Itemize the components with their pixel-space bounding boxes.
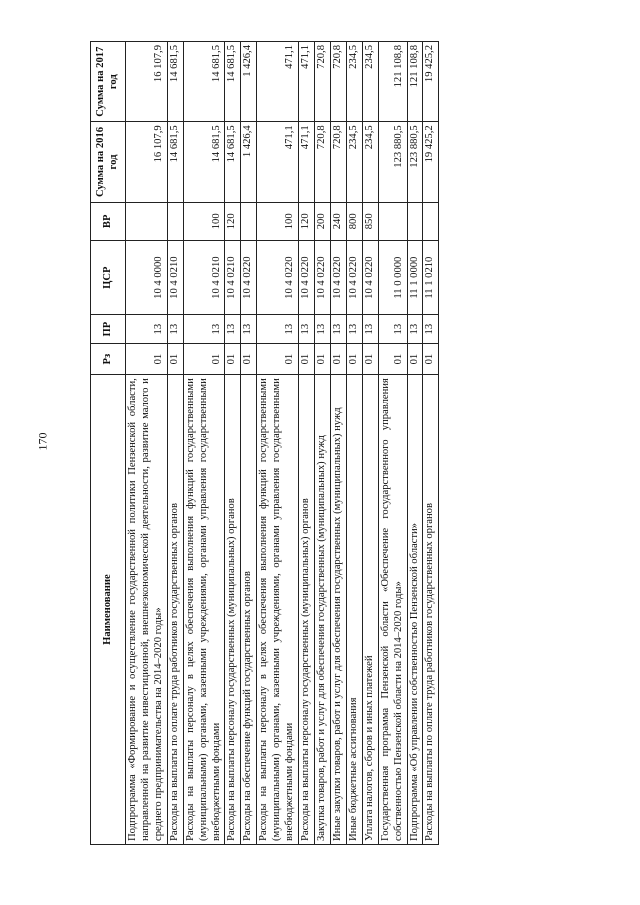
- cell-rz: 01: [314, 344, 330, 375]
- cell-vr: [423, 202, 439, 240]
- cell-sum-2016: 123 880,5: [378, 122, 407, 202]
- cell-sum-2017: 720,8: [314, 42, 330, 122]
- cell-sum-2016: 720,8: [330, 122, 346, 202]
- cell-vr: 100: [257, 202, 299, 240]
- cell-rz: 01: [225, 344, 241, 375]
- cell-csr: 10 4 0210: [225, 240, 241, 314]
- cell-vr: [241, 202, 257, 240]
- cell-vr: 240: [330, 202, 346, 240]
- cell-vr: 200: [314, 202, 330, 240]
- cell-pr: 13: [314, 315, 330, 344]
- cell-vr: 100: [183, 202, 225, 240]
- cell-name: Государственная программа Пензенской области «Обеспечение государственного управления собственностью Пензенской области на 2014–2020 годы»: [378, 375, 407, 845]
- cell-csr: 10 4 0220: [330, 240, 346, 314]
- cell-name: Расходы на обеспечение функций государственных органов: [241, 375, 257, 845]
- cell-sum-2017: 121 108,8: [378, 42, 407, 122]
- header-vr: ВР: [91, 202, 126, 240]
- cell-rz: 01: [330, 344, 346, 375]
- cell-rz: 01: [378, 344, 407, 375]
- cell-sum-2016: 14 681,5: [225, 122, 241, 202]
- header-sum-2016: Сумма на 2016 год: [91, 122, 126, 202]
- cell-sum-2017: 234,5: [362, 42, 378, 122]
- cell-sum-2016: 234,5: [362, 122, 378, 202]
- header-rz: Рз: [91, 344, 126, 375]
- table-row: [299, 42, 315, 845]
- cell-csr: 11 0 0000: [378, 240, 407, 314]
- header-pr: ПР: [91, 315, 126, 344]
- cell-vr: [407, 202, 423, 240]
- cell-sum-2016: 234,5: [346, 122, 362, 202]
- cell-sum-2016: 123 880,5: [407, 122, 423, 202]
- cell-pr: 13: [167, 315, 183, 344]
- cell-csr: 10 4 0220: [314, 240, 330, 314]
- cell-rz: 01: [407, 344, 423, 375]
- cell-csr: 11 1 0210: [423, 240, 439, 314]
- table-row: [183, 42, 225, 845]
- cell-csr: 10 4 0220: [241, 240, 257, 314]
- header-name: Наименование: [91, 375, 126, 845]
- table-header-row: [91, 42, 126, 845]
- cell-sum-2017: 1 426,4: [241, 42, 257, 122]
- cell-rz: 01: [167, 344, 183, 375]
- table-row: [225, 42, 241, 845]
- cell-sum-2016: 19 425,2: [423, 122, 439, 202]
- cell-vr: 120: [225, 202, 241, 240]
- budget-table: [90, 41, 439, 845]
- cell-pr: 13: [126, 315, 168, 344]
- cell-rz: 01: [241, 344, 257, 375]
- cell-name: Иные бюджетные ассигнования: [346, 375, 362, 845]
- cell-vr: 850: [362, 202, 378, 240]
- cell-rz: 01: [183, 344, 225, 375]
- cell-rz: 01: [126, 344, 168, 375]
- cell-sum-2017: 16 107,9: [126, 42, 168, 122]
- cell-pr: 13: [241, 315, 257, 344]
- cell-name: Подпрограмма «Формирование и осуществление государственной политики Пензенской области, направленной на развитие инвестиционной, внешнеэкономической деятельности, развитие малого и среднего предпринимательства на 2014–2020 годы»: [126, 375, 168, 845]
- cell-vr: [378, 202, 407, 240]
- cell-name: Расходы на выплаты персоналу государственных (муниципальных) органов: [225, 375, 241, 845]
- header-csr: ЦСР: [91, 240, 126, 314]
- cell-sum-2017: 14 681,5: [167, 42, 183, 122]
- cell-sum-2016: 14 681,5: [183, 122, 225, 202]
- cell-csr: 10 4 0000: [126, 240, 168, 314]
- table-row: [378, 42, 407, 845]
- cell-sum-2016: 471,1: [257, 122, 299, 202]
- cell-sum-2017: 234,5: [346, 42, 362, 122]
- cell-rz: 01: [423, 344, 439, 375]
- table-row: [330, 42, 346, 845]
- cell-rz: 01: [362, 344, 378, 375]
- table-row: [346, 42, 362, 845]
- cell-pr: 13: [225, 315, 241, 344]
- cell-name: Подпрограмма «Об управлении собственностью Пензенской области»: [407, 375, 423, 845]
- cell-csr: 10 4 0220: [257, 240, 299, 314]
- cell-rz: 01: [299, 344, 315, 375]
- cell-sum-2016: 720,8: [314, 122, 330, 202]
- cell-pr: 13: [378, 315, 407, 344]
- cell-vr: [126, 202, 168, 240]
- cell-pr: 13: [362, 315, 378, 344]
- cell-pr: 13: [183, 315, 225, 344]
- cell-csr: 11 1 0000: [407, 240, 423, 314]
- cell-name: Расходы на выплаты персоналу государственных (муниципальных) органов: [299, 375, 315, 845]
- cell-pr: 13: [257, 315, 299, 344]
- cell-name: Иные закупки товаров, работ и услуг для обеспечения государственных (муниципальных) нужд: [330, 375, 346, 845]
- header-sum-2017: Сумма на 2017 год: [91, 42, 126, 122]
- cell-sum-2017: 14 681,5: [225, 42, 241, 122]
- cell-sum-2016: 14 681,5: [167, 122, 183, 202]
- table-row: [167, 42, 183, 845]
- cell-pr: 13: [299, 315, 315, 344]
- table-row: [423, 42, 439, 845]
- cell-sum-2017: 471,1: [257, 42, 299, 122]
- cell-pr: 13: [407, 315, 423, 344]
- cell-csr: 10 4 0210: [183, 240, 225, 314]
- table-row: [241, 42, 257, 845]
- cell-pr: 13: [346, 315, 362, 344]
- cell-sum-2017: 471,1: [299, 42, 315, 122]
- cell-pr: 13: [423, 315, 439, 344]
- cell-csr: 10 4 0210: [167, 240, 183, 314]
- table-row: [257, 42, 299, 845]
- cell-name: Закупка товаров, работ и услуг для обеспечения государственных (муниципальных) нужд: [314, 375, 330, 845]
- cell-sum-2017: 720,8: [330, 42, 346, 122]
- cell-name: Уплата налогов, сборов и иных платежей: [362, 375, 378, 845]
- cell-rz: 01: [257, 344, 299, 375]
- cell-vr: [167, 202, 183, 240]
- cell-csr: 10 4 0220: [346, 240, 362, 314]
- cell-csr: 10 4 0220: [299, 240, 315, 314]
- cell-sum-2016: 16 107,9: [126, 122, 168, 202]
- cell-vr: 120: [299, 202, 315, 240]
- cell-sum-2017: 121 108,8: [407, 42, 423, 122]
- table-row: [126, 42, 168, 845]
- cell-vr: 800: [346, 202, 362, 240]
- table-row: [314, 42, 330, 845]
- cell-sum-2016: 1 426,4: [241, 122, 257, 202]
- cell-sum-2017: 14 681,5: [183, 42, 225, 122]
- cell-sum-2017: 19 425,2: [423, 42, 439, 122]
- table-row: [407, 42, 423, 845]
- cell-name: Расходы на выплаты персоналу в целях обеспечения выполнения функций государственными (муниципальными) органами, казенными учреждениями, органами управления государственными внебюджетными фондами: [257, 375, 299, 845]
- cell-csr: 10 4 0220: [362, 240, 378, 314]
- cell-name: Расходы на выплаты по оплате труда работников государственных органов: [167, 375, 183, 845]
- cell-sum-2016: 471,1: [299, 122, 315, 202]
- cell-pr: 13: [330, 315, 346, 344]
- page-number: 170: [35, 432, 50, 451]
- table-row: [362, 42, 378, 845]
- cell-name: Расходы на выплаты персоналу в целях обеспечения выполнения функций государственными (муниципальными) органами, казенными учреждениями, органами управления государственными внебюджетными фондами: [183, 375, 225, 845]
- cell-name: Расходы на выплаты по оплате труда работников государственных органов: [423, 375, 439, 845]
- cell-rz: 01: [346, 344, 362, 375]
